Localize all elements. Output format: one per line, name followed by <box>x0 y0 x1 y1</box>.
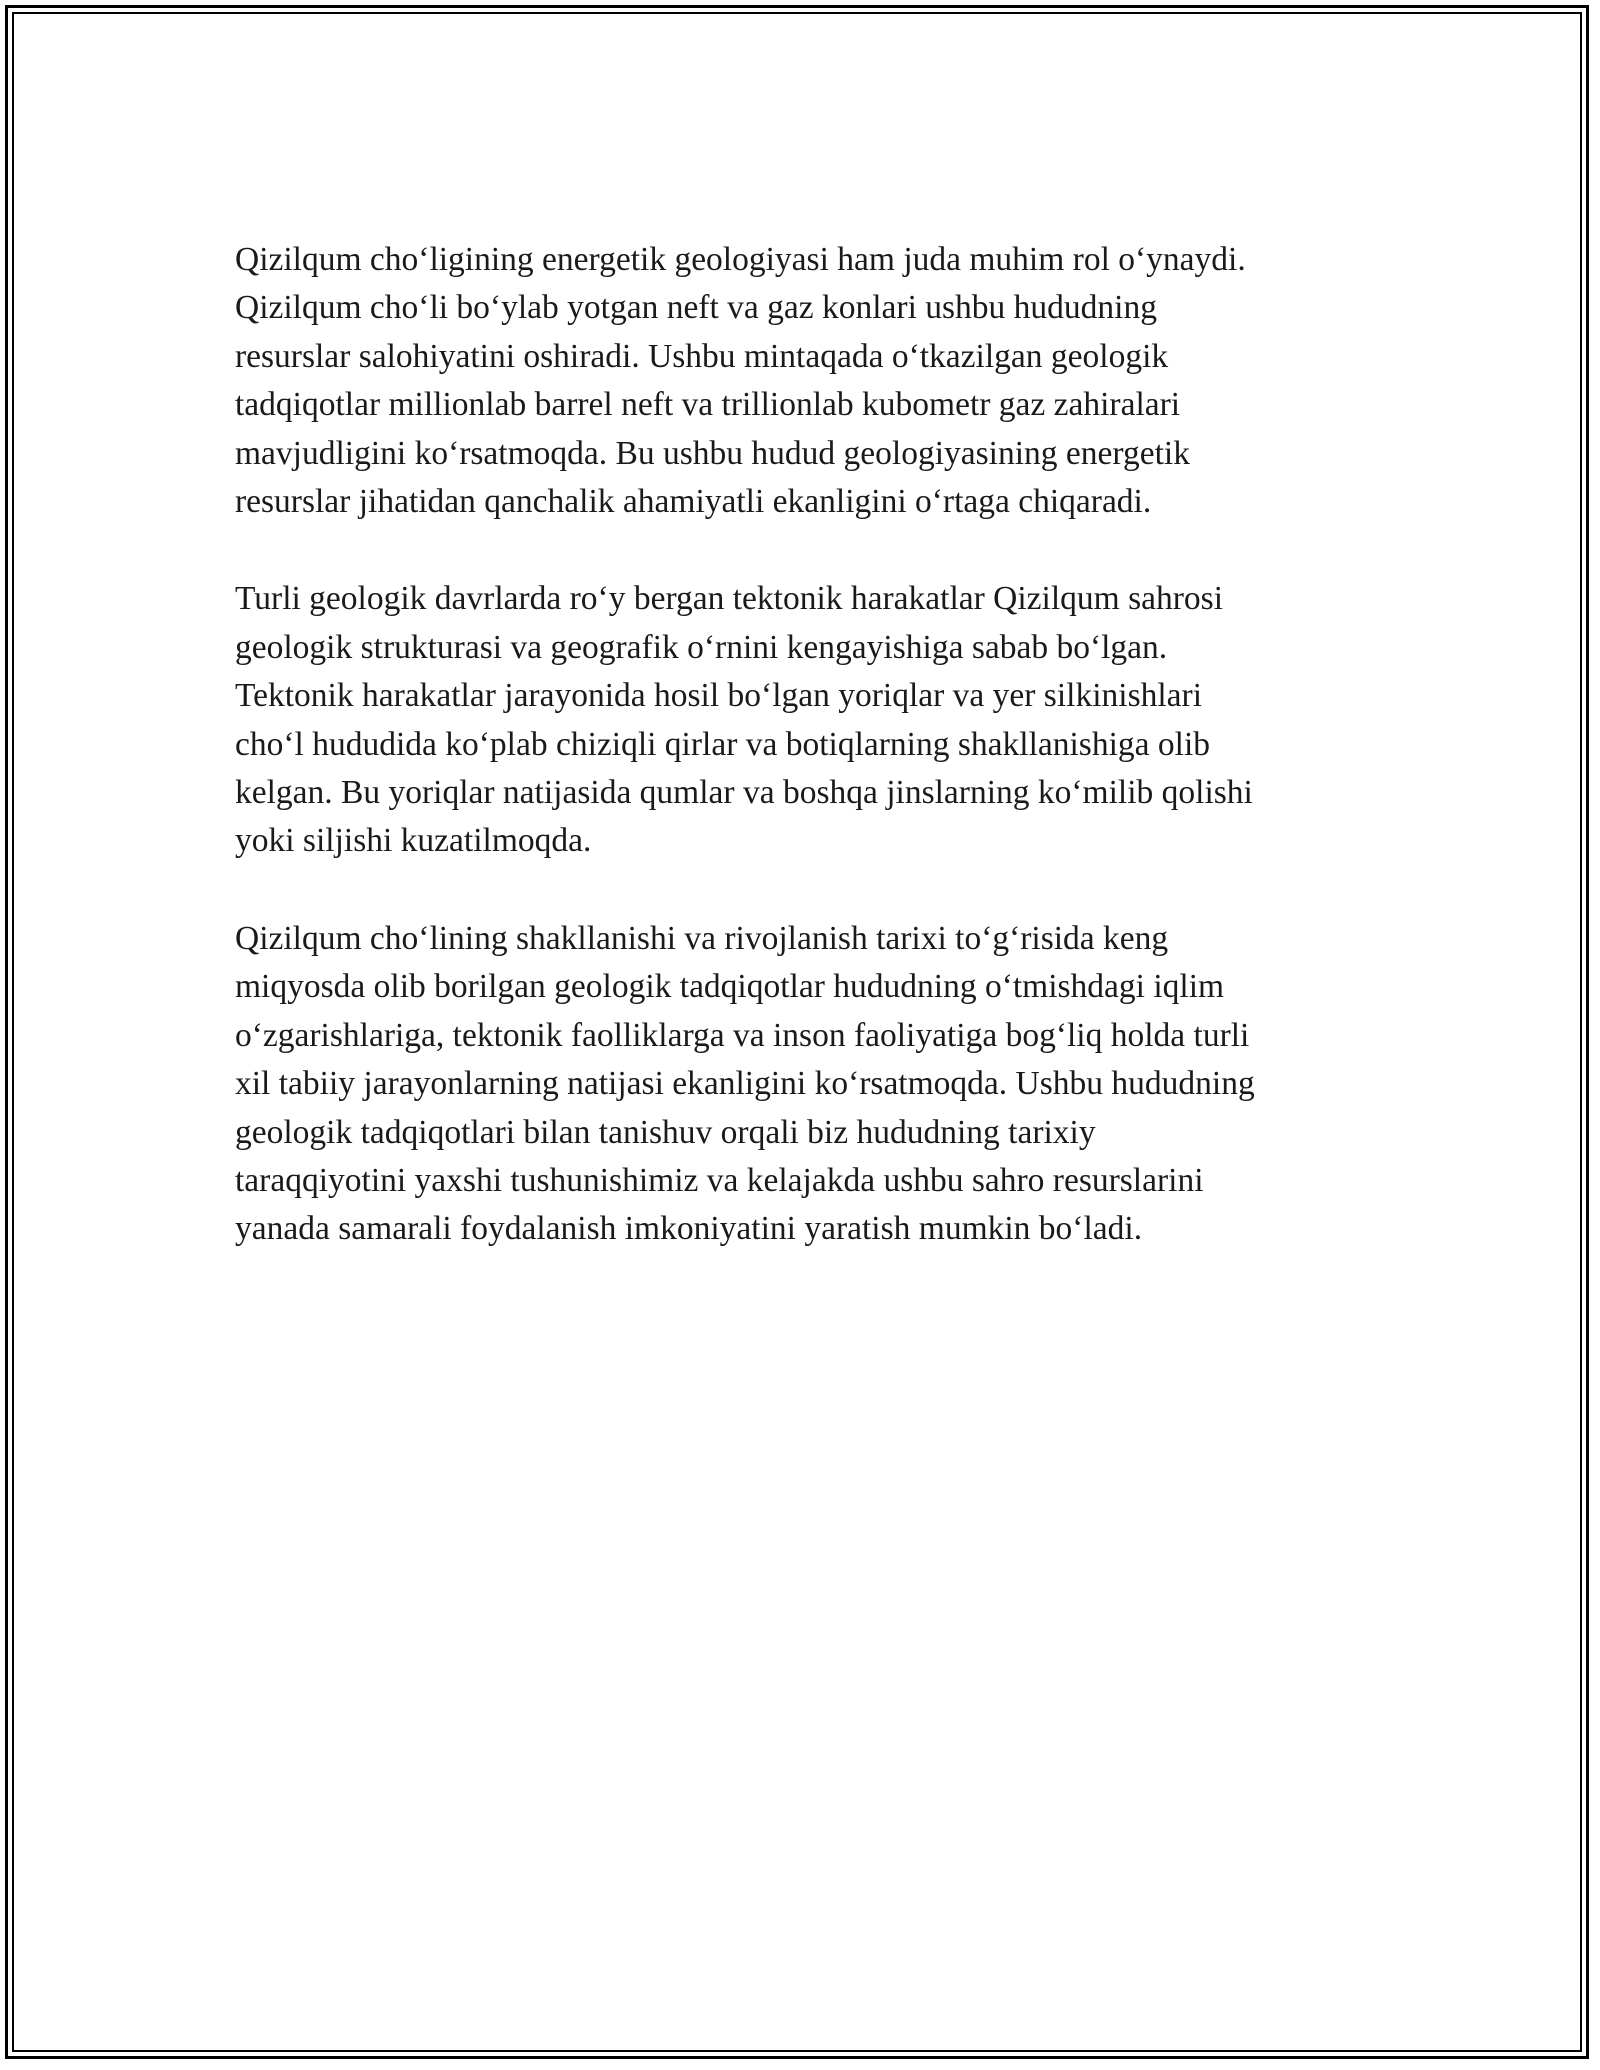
text-line: tadqiqotlar millionlab barrel neft va trillionlab kubometr gaz zahiralari <box>235 386 1181 424</box>
text-line: Tektonik harakatlar jarayonida hosil bo‘lgan yoriqlar va yer silkinishlari <box>235 677 1203 715</box>
document-body <box>235 236 1365 1303</box>
text-line: xil tabiiy jarayonlarning natijasi ekanligini ko‘rsatmoqda. Ushbu hududning <box>235 1065 1255 1103</box>
paragraph-energy-geology <box>235 236 1365 526</box>
text-line: Turli geologik davrlarda ro‘y bergan tektonik harakatlar Qizilqum sahrosi <box>235 580 1224 618</box>
text-line: Qizilqum cho‘li bo‘ylab yotgan neft va gaz konlari ushbu hududning <box>235 289 1157 327</box>
text-line: miqyosda olib borilgan geologik tadqiqotlar hududning o‘tmishdagi iqlim <box>235 968 1225 1006</box>
text-line: yoki siljishi kuzatilmoqda. <box>235 822 592 860</box>
paragraph-history <box>235 915 1365 1254</box>
text-line: resurslar jihatidan qanchalik ahamiyatli ekanligini o‘rtaga chiqaradi. <box>235 483 1152 521</box>
text-line: geologik tadqiqotlari bilan tanishuv orqali biz hududning tarixiy <box>235 1113 1096 1151</box>
text-line: kelgan. Bu yoriqlar natijasida qumlar va boshqa jinslarning ko‘milib qolishi <box>235 774 1253 812</box>
text-line: yanada samarali foydalanish imkoniyatini yaratish mumkin bo‘ladi. <box>235 1210 1143 1248</box>
text-line: taraqqiyotini yaxshi tushunishimiz va kelajakda ushbu sahro resurslarini <box>235 1161 1204 1199</box>
text-line: Qizilqum cho‘lining shakllanishi va rivojlanish tarixi to‘g‘risida keng <box>235 919 1169 957</box>
text-line: cho‘l hududida ko‘plab chiziqli qirlar va botiqlarning shakllanishiga olib <box>235 725 1211 763</box>
text-line: o‘zgarishlariga, tektonik faolliklarga va inson faoliyatiga bog‘liq holda turli <box>235 1016 1250 1054</box>
paragraph-tectonics <box>235 575 1365 865</box>
text-line: geologik strukturasi va geografik o‘rnini kengayishiga sabab bo‘lgan. <box>235 628 1168 666</box>
text-line: mavjudligini ko‘rsatmoqda. Bu ushbu hudud geologiyasining energetik <box>235 434 1190 472</box>
text-line: Qizilqum cho‘ligining energetik geologiyasi ham juda muhim rol o‘ynaydi. <box>235 241 1246 278</box>
text-line: resurslar salohiyatini oshiradi. Ushbu mintaqada o‘tkazilgan geologik <box>235 337 1169 375</box>
